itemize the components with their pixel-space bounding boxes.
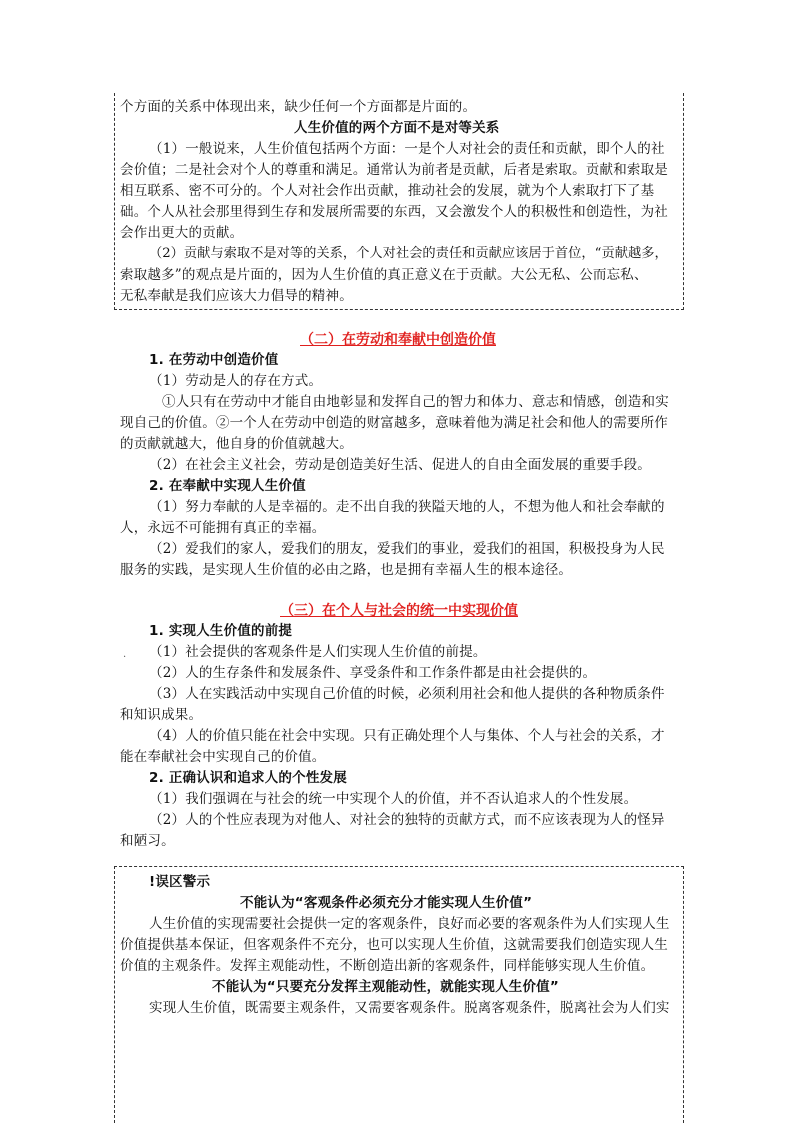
top-p1-line-5: 会作出更大的贡献。 xyxy=(120,225,244,241)
s2-sub2-p2-line-2: 服务的实践，是实现人生价值的必由之路，也是拥有幸福人生的根本途径。 xyxy=(120,562,573,578)
section-2-title: （二）在劳动和奉献中创造价值 xyxy=(300,332,496,348)
s2-sub1-p3: （2）在社会主义社会，劳动是创造美好生活、促进人的自由全面发展的重要手段。 xyxy=(149,457,651,473)
top-p1-line-4: 础。个人从社会那里得到生存和发展所需要的东西，又会激发个人的积极性和创造性，为社 xyxy=(120,204,668,220)
s3-p5: （1）我们强调在与社会的统一中实现个人的价值，并不否认追求人的个性发展。 xyxy=(149,791,638,807)
section-3-sub-2: 2. 正确认识和追求人的个性发展 xyxy=(149,770,347,786)
top-p1-line-1: （1）一般说来，人生价值包括两个方面：一是个人对社会的责任和贡献，即个人的社 xyxy=(149,141,665,157)
warning-heading-2: 不能认为“只要充分发挥主观能动性，就能实现人生价值” xyxy=(212,979,559,995)
s2-sub1-p2-line-1: ①人只有在劳动中才能自由地彰显和发挥自己的智力和体力、意志和情感，创造和实 xyxy=(162,394,669,410)
s3-p1: （1）社会提供的客观条件是人们实现人生价值的前提。 xyxy=(149,644,487,660)
s2-sub1-p2-line-2: 现自己的价值。②一个人在劳动中创造的财富越多，意味着他为满足社会和他人的需要所作 xyxy=(120,415,668,431)
s2-sub2-p2-line-1: （2）爱我们的家人，爱我们的朋友，爱我们的事业，爱我们的祖国，积极投身为人民 xyxy=(149,541,665,557)
s2-sub2-p1-line-2: 人，永远不可能拥有真正的幸福。 xyxy=(120,520,326,536)
s3-p6-line-1: （2）人的个性应表现为对他人、对社会的独特的贡献方式，而不应该表现为人的怪异 xyxy=(149,812,665,828)
top-p2-line-3: 无私奉献是我们应该大力倡导的精神。 xyxy=(120,288,353,304)
s3-p3-line-2: 和知识成果。 xyxy=(120,707,203,723)
s3-p4-line-1: （4）人的价值只能在社会中实现。只有正确处理个人与集体、个人与社会的关系，才 xyxy=(149,728,665,744)
s3-p2: （2）人的生存条件和发展条件、享受条件和工作条件都是由社会提供的。 xyxy=(149,665,597,681)
section-2-sub-2: 2. 在奉献中实现人生价值 xyxy=(149,478,306,494)
top-p2-line-2: 索取越多”的观点是片面的，因为人生价值的真正意义在于贡献。大公无私、公而忘私、 xyxy=(120,267,648,283)
stray-dot: . xyxy=(123,649,127,660)
warning-label: !误区警示 xyxy=(149,874,211,890)
warning-p1-line-1: 人生价值的实现需要社会提供一定的客观条件，良好而必要的客观条件为人们实现人生 xyxy=(149,916,670,932)
top-p2-line-1: （2）贡献与索取不是对等的关系，个人对社会的责任和贡献应该居于首位，“贡献越多， xyxy=(149,246,668,261)
section-3-title: （三）在个人与社会的统一中实现价值 xyxy=(280,603,518,619)
s2-sub1-p2-line-3: 的贡献就越大，他自身的价值就越大。 xyxy=(120,436,353,452)
warning-p1-line-3: 价值的主观条件。发挥主观能动性，不断创造出新的客观条件，同样能够实现人生价值。 xyxy=(120,958,655,974)
top-continuation-line: 个方面的关系中体现出来，缺少任何一个方面都是片面的。 xyxy=(120,99,477,115)
warning-p2-line-1: 实现人生价值，既需要主观条件，又需要客观条件。脱离客观条件，脱离社会为人们实 xyxy=(149,1000,670,1016)
section-2-sub-1: 1. 在劳动中创造价值 xyxy=(149,352,279,368)
s3-p6-line-2: 和陋习。 xyxy=(120,833,175,849)
s3-p4-line-2: 能在奉献社会中实现自己的价值。 xyxy=(120,749,326,765)
warning-p1-line-2: 价值提供基本保证，但客观条件不充分，也可以实现人生价值，这就需要我们创造实现人生 xyxy=(120,937,668,953)
section-3-sub-1: 1. 实现人生价值的前提 xyxy=(149,623,293,639)
warning-heading-1: 不能认为“客观条件必须充分才能实现人生价值” xyxy=(240,895,533,911)
s3-p3-line-1: （3）人在实践活动中实现自己价值的时候，必须利用社会和他人提供的各种物质条件 xyxy=(149,686,665,702)
top-p1-line-2: 会价值；二是社会对个人的尊重和满足。通常认为前者是贡献，后者是索取。贡献和索取是 xyxy=(120,162,668,178)
s2-sub2-p1-line-1: （1）努力奉献的人是幸福的。走不出自我的狭隘天地的人，不想为他人和社会奉献的 xyxy=(149,499,665,515)
s2-sub1-p1: （1）劳动是人的存在方式。 xyxy=(149,373,323,389)
top-p1-line-3: 相互联系、密不可分的。个人对社会作出贡献，推动社会的发展，就为个人索取打下了基 xyxy=(120,183,655,199)
top-box-heading: 人生价值的两个方面不是对等关系 xyxy=(294,120,500,136)
